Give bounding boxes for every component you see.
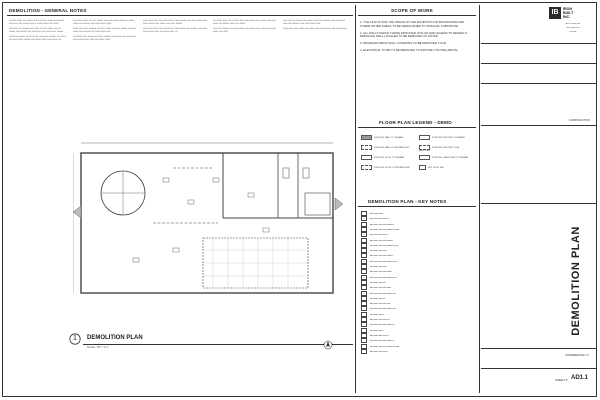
key-note-tag [361,248,367,253]
key-note-text: ▪▪▪▪ ▪▪▪▪▪▪ ▪▪▪▪ ▪▪▪▪▪ ▪▪▪▪▪▪▪ ▪ [370,340,394,343]
key-note-text: ▪▪▪▪ ▪▪▪▪▪▪ ▪▪▪▪ ▪▪▪▪▪ ▪ [370,234,388,237]
key-note-row [361,243,473,248]
scope-list [360,21,472,56]
scope-item: 1. TILE FLAT FLOOR THE SPACE OF THE EXCEPTION OF BATHROOMS AND OTHER NOTED AREAS TO BE DEMOLISHED TO ORIGINAL SUBSTRATE. [360,20,465,28]
entry-arrow-left [73,206,81,218]
project-name: COMMERCIAL TI [565,353,589,357]
tb-rule [481,125,596,126]
key-note-row [361,338,473,343]
legend-item: EXISTING DOOR TO BE REMOVED [361,165,411,170]
key-note-text: ▪▪▪▪ ▪▪▪▪▪▪ ▪▪▪▪ ▪▪▪▪▪ ▪▪▪▪ [370,303,391,306]
door-remove-symbol [361,165,372,170]
casework-symbol [419,155,430,160]
key-note-row [361,280,473,285]
north-arrow-icon [323,340,333,350]
key-note-text: ▪▪▪▪ ▪▪▪▪▪▪ ▪▪▪▪ ▪ [370,213,384,216]
key-note-text: ▪▪▪▪ ▪▪▪▪▪▪ ▪▪▪▪ ▪▪▪▪▪ ▪▪▪▪▪▪▪ ▪ [370,223,394,226]
general-notes-column-1: ▪▪▪ ▪▪▪▪ ▪▪▪▪▪▪ ▪▪▪ ▪▪▪▪▪▪▪ ▪▪▪▪ ▪▪▪▪▪ ▪▪▪▪ ▪▪▪▪▪▪ ▪▪▪ ▪▪▪▪▪▪▪ ▪▪▪▪▪ ▪▪▪▪ ▪▪▪▪ ▪▪▪▪▪▪▪ ▪▪▪▪ ▪▪ ▪▪▪▪▪▪ ▪▪▪▪▪▪ ▪▪▪ ▪▪▪▪▪▪ ▪▪▪▪ ▪▪▪▪▪ ▪▪▪ ▪▪▪▪▪▪▪▪ ▪▪▪▪ ▪▪▪▪▪ ▪▪ ▪▪▪▪▪ ▪▪▪▪▪▪ ▪▪▪▪ ▪▪▪ ▪▪▪▪▪▪▪ ▪▪▪▪ ▪▪▪▪▪▪▪ ▪▪▪▪ ▪▪▪▪▪▪ ▪▪▪ ▪▪▪▪ ▪▪▪▪▪▪ ▪▪▪▪ ▪▪▪▪▪▪▪ ▪▪▪▪▪ ▪▪▪▪ ▪▪▪▪▪▪▪ ▪▪▪ ▪▪▪▪▪ ▪▪▪▪ ▪▪▪▪▪▪ ▪▪▪ ▪▪▪▪▪▪▪▪ ▪▪▪▪ ▪▪▪▪▪ ▪▪▪ ▪▪▪▪▪▪ ▪▪▪▪▪ ▪▪▪▪▪▪▪ ▪▪▪▪ ▪▪▪▪▪▪ ▪▪▪▪▪ ▪▪▪▪▪ ▪▪▪▪▪▪ ▪▪▪ [9,19,66,41]
key-note-tag [361,312,367,317]
key-note-text: ▪▪▪▪ ▪▪▪▪▪▪ ▪▪▪▪ ▪ [370,329,384,332]
key-note-tag [361,291,367,296]
key-note-row [361,317,473,322]
key-note-text: ▪▪▪▪ ▪▪▪▪▪▪ ▪▪▪▪ ▪▪ [370,313,385,316]
legend-rule [358,127,476,128]
key-note-text: ▪▪▪▪ ▪▪▪▪▪▪ ▪▪▪▪ ▪▪▪▪▪ ▪▪▪▪▪▪ [370,271,392,274]
key-note-text: ▪▪▪▪ ▪▪▪▪▪▪ ▪▪▪▪ ▪▪▪▪▪ ▪▪▪▪▪▪▪ ▪▪ [370,324,395,327]
company-address: ▪▪▪▪ ▪▪ ▪▪▪▪▪▪ ▪▪▪▪ ▪▪▪▪▪ ▪▪▪▪▪▪ ▪▪▪▪ ▪▪ ▪▪▪▪▪▪ [565,23,581,33]
legend-item: EXISTING FIXTURE TO BE REMOVED [419,145,469,152]
column-divider-titleblock [479,5,480,393]
key-note-text: ▪▪▪▪ ▪▪▪▪▪▪ ▪▪▪▪ ▪▪▪▪▪ ▪▪▪▪▪▪▪ ▪▪▪ ▪▪▪▪ [370,345,400,348]
key-note-text: ▪▪▪▪ ▪▪▪▪▪▪ ▪▪▪▪ ▪▪▪ [370,297,386,300]
keynote-tag-symbol [419,165,426,170]
key-note-text: ▪▪▪▪ ▪▪▪▪▪▪ ▪▪▪▪ ▪▪▪▪▪ ▪▪▪▪▪ [370,287,392,290]
key-note-tag [361,322,367,327]
key-note-row [361,248,473,253]
tb-rule [481,83,596,84]
keynote-tag [133,258,139,262]
key-note-row [361,349,473,354]
key-note-text: ▪▪▪▪ ▪▪▪▪▪▪ ▪▪▪▪ ▪▪▪▪▪ [370,266,387,269]
key-note-tag [361,243,367,248]
key-note-row [361,275,473,280]
legend-title: FLOOR PLAN LEGEND - DEMO [379,120,452,125]
key-note-row [361,264,473,269]
key-note-text: ▪▪▪▪ ▪▪▪▪▪▪ ▪▪▪▪ ▪▪▪▪▪ [370,250,387,253]
key-note-tag [361,280,367,285]
key-note-tag [361,269,367,274]
key-note-text: ▪▪▪▪ ▪▪▪▪▪▪ ▪▪▪▪ ▪▪▪▪▪ ▪▪ [370,334,389,337]
key-note-row [361,285,473,290]
key-note-row [361,259,473,264]
restroom-enclosure [305,193,330,215]
key-note-tag [361,349,367,354]
key-note-row [361,232,473,237]
legend-item: EXISTING WALL TO REMAIN [361,135,411,140]
key-note-row [361,211,473,216]
plan-scale: SCALE: 1/8" = 1'-0" [87,346,109,349]
key-note-tag [361,338,367,343]
key-note-text: ▪▪▪▪ ▪▪▪▪▪▪ ▪▪▪▪ ▪▪▪▪▪ ▪▪▪ [370,319,390,322]
tb-rule [481,368,596,369]
legend-item: EXISTING WALL TO BE REMOVED [361,145,411,150]
fixture-remain-symbol [419,135,430,140]
key-note-row [361,216,473,221]
key-note-text: ▪▪▪▪ ▪▪▪▪▪▪ ▪▪▪▪ ▪▪▪▪▪ ▪▪▪▪▪▪▪ [370,239,393,242]
legend-item: EXISTING FIXTURE TO REMAIN [419,135,469,140]
key-notes-title: DEMOLITION PLAN - KEY NOTES [368,199,447,204]
key-note-text: ▪▪▪▪ ▪▪▪▪▪▪ ▪▪▪▪ ▪▪▪▪▪ ▪▪▪▪▪▪▪ ▪▪▪ ▪▪▪▪ [370,228,400,231]
demolition-plan-drawing [73,138,343,303]
key-note-row [361,291,473,296]
sheet-number: AD1.1 [571,375,589,381]
drawing-sheet [2,2,597,397]
key-note-tag [361,275,367,280]
keynote-tag [263,228,269,232]
scope-item: 4. ELECTRICAL TO BE TO BE REMOVED TO EXPOSE UTILITIES ABOVE. [360,47,459,52]
keynote-tag [213,178,219,182]
plan-title-rule [83,344,353,345]
key-note-tag [361,227,367,232]
scope-title: SCOPE OF WORK [391,8,434,13]
general-notes-column-4: ▪▪▪ ▪▪▪▪▪▪ ▪▪▪▪▪ ▪▪▪▪ ▪▪▪▪▪▪▪ ▪▪▪▪ ▪▪▪▪▪ ▪▪▪▪▪▪ ▪▪▪▪ ▪▪▪▪▪▪▪ ▪▪▪▪ ▪▪▪▪▪ ▪▪▪▪▪▪ ▪▪▪ ▪▪▪▪▪▪▪ ▪▪▪▪▪ ▪▪▪▪ ▪▪▪▪▪▪ ▪▪▪▪▪ ▪▪▪▪ ▪▪▪▪▪▪▪ ▪▪▪▪ ▪▪▪▪▪ ▪▪▪▪▪▪ ▪▪▪ ▪▪▪▪▪▪▪ ▪▪▪▪ ▪▪▪▪▪ ▪▪▪▪▪▪ ▪▪▪▪ ▪▪▪▪▪▪ ▪▪▪▪ ▪▪▪▪▪ [213,19,277,34]
key-note-text: ▪▪▪▪ ▪▪▪▪▪▪ ▪▪▪▪ ▪▪▪▪ [370,281,386,284]
toilet-fixture [283,168,289,178]
key-note-row [361,269,473,274]
key-note-tag [361,296,367,301]
key-notes-rule [358,206,476,207]
key-note-tag [361,216,367,221]
column-divider-notes [355,5,356,393]
scope-item: 2. ALL WALLS WHICH THOSE INDICATED IN PLAN AND LEGEND TO REMAIN & DEMOLISH WALL LOCALES TO BE REMOVED AS NOTED. [360,30,468,39]
tb-rule [481,203,596,204]
key-note-row [361,222,473,227]
key-note-tag [361,238,367,243]
legend-grid [361,133,473,193]
toilet-fixture [303,168,309,178]
key-note-tag [361,232,367,237]
key-note-tag [361,317,367,322]
key-note-text: ▪▪▪▪ ▪▪▪▪▪▪ ▪▪▪▪ ▪▪▪▪▪ ▪ [370,350,388,353]
key-note-row [361,344,473,349]
key-note-text: ▪▪▪▪ ▪▪▪▪▪▪ ▪▪▪▪ ▪▪▪▪▪ ▪▪▪▪▪▪▪ [370,255,393,258]
key-note-row [361,301,473,306]
key-note-row [361,227,473,232]
entry-arrow-right [335,198,343,210]
key-note-row [361,312,473,317]
key-note-tag [361,285,367,290]
general-notes-rule [7,15,353,16]
legend-item: EXISTING DOOR TO REMAIN [361,155,411,160]
key-note-text: ▪▪▪▪ ▪▪▪▪▪▪ ▪▪▪▪ ▪▪▪▪▪ ▪▪ [370,218,389,221]
sheet-number-label: SHEET # [555,378,568,382]
scope-rule [358,15,476,16]
key-note-tag [361,333,367,338]
key-note-tag [361,211,367,216]
key-note-text: ▪▪▪▪ ▪▪▪▪▪▪ ▪▪▪▪ ▪▪▪▪▪ ▪▪▪▪▪▪▪ ▪▪▪ ▪▪ [370,260,398,263]
tb-rule [481,63,596,64]
key-note-row [361,333,473,338]
key-note-tag [361,259,367,264]
sheet-title: DEMOLITION PLAN [570,225,582,336]
key-note-tag [361,301,367,306]
key-note-row [361,322,473,327]
door-remain-symbol [361,155,372,160]
keynote-tag [248,193,254,197]
key-note-tag [361,306,367,311]
key-note-row [361,253,473,258]
legend-item: KEY NOTE TAG [419,165,469,170]
key-note-row [361,328,473,333]
wall-remove-symbol [361,145,372,150]
general-notes-title: DEMOLITION - GENERAL NOTES [9,8,87,13]
tb-rule [481,43,596,44]
company-logo: IB [549,7,561,19]
plan-number: 1 [73,335,77,342]
key-note-row [361,306,473,311]
key-note-tag [361,264,367,269]
keynote-tag [188,200,194,204]
legend-item: EXISTING CASEWORK TO REMAIN [419,155,469,160]
sheet-title-box [554,208,598,353]
key-note-tag [361,222,367,227]
key-note-tag [361,328,367,333]
scope-item: 3. SPARKLED DROP WALL COVERING TO BE REMOVED 3 CLR. [360,41,447,46]
company-name: IRON BUILT INC. [563,7,574,19]
general-notes-column-5: ▪▪▪▪ ▪▪▪▪▪ ▪▪▪ ▪▪▪▪▪▪▪ ▪▪▪▪ ▪▪▪▪▪▪ ▪▪▪▪▪ ▪▪▪▪ ▪▪▪▪▪▪▪ ▪▪▪▪▪ ▪▪▪ ▪▪▪▪▪▪ ▪▪▪▪▪ ▪▪▪▪ ▪▪▪▪▪▪▪ ▪▪▪▪▪ ▪▪▪▪▪ ▪▪▪▪▪▪ ▪▪▪▪ ▪▪▪▪▪▪ ▪▪▪▪ ▪▪▪▪▪ ▪▪▪▪▪▪ ▪▪▪ ▪▪▪▪▪▪▪ ▪▪▪▪ ▪▪▪▪▪▪ ▪▪▪▪▪ ▪▪▪▪ ▪▪▪▪▪▪▪ ▪▪▪▪ [283,19,347,30]
key-note-text: ▪▪▪▪ ▪▪▪▪▪▪ ▪▪▪▪ ▪▪▪▪▪ ▪▪▪▪▪▪▪ ▪▪▪ [370,292,396,295]
key-note-row [361,296,473,301]
key-note-tag [361,344,367,349]
key-note-row [361,238,473,243]
key-note-tag [361,253,367,258]
key-note-text: ▪▪▪▪ ▪▪▪▪▪▪ ▪▪▪▪ ▪▪▪▪▪ ▪▪▪▪▪▪▪ ▪▪▪ [370,308,396,311]
keynote-tag [163,178,169,182]
plan-title: DEMOLITION PLAN [87,335,143,341]
key-note-text: ▪▪▪▪ ▪▪▪▪▪▪ ▪▪▪▪ ▪▪▪▪▪ ▪▪▪▪▪▪▪ ▪▪▪ ▪▪▪ [370,244,399,247]
general-notes-column-3: ▪▪▪▪▪ ▪▪▪▪▪▪ ▪▪▪▪ ▪▪▪ ▪▪▪▪▪▪▪ ▪▪▪▪▪ ▪▪▪▪ ▪▪▪▪▪▪▪▪ ▪▪▪▪ ▪▪▪▪▪ ▪▪▪▪▪▪ ▪▪▪▪ ▪▪▪▪▪ ▪▪▪▪▪▪▪ ▪▪▪▪ ▪▪▪▪▪▪ ▪▪▪▪▪ ▪▪▪▪ ▪▪▪▪▪▪▪ ▪▪▪▪ ▪▪▪▪▪▪ ▪▪▪▪▪ ▪▪▪▪▪ ▪▪▪▪▪▪▪ ▪▪▪ ▪▪▪▪▪ ▪▪▪▪▪▪ ▪▪▪▪ ▪▪▪▪▪▪▪ ▪▪▪▪▪ ▪▪▪▪ ▪▪▪▪ ▪▪▪▪▪▪▪ ▪▪▪▪▪ ▪▪▪ ▪▪▪▪▪▪ ▪▪▪▪▪ ▪▪▪ [143,19,207,34]
keynote-tag [173,248,179,252]
general-notes-column-2: ▪▪▪▪ ▪▪▪▪▪ ▪▪▪▪▪▪ ▪▪▪▪ ▪▪▪ ▪▪▪▪▪▪▪ ▪▪▪▪ ▪▪▪▪▪ ▪▪▪▪▪ ▪▪▪▪▪▪▪ ▪▪▪ ▪▪▪▪▪ ▪▪▪▪▪▪ ▪▪▪▪ ▪▪▪▪▪▪▪ ▪▪▪▪ ▪▪▪▪▪ ▪▪▪▪▪▪ ▪▪▪▪▪ ▪▪▪▪▪▪ ▪▪▪▪ ▪▪▪▪▪ ▪▪▪▪▪▪▪▪ ▪▪▪ ▪▪▪▪▪ ▪▪▪▪▪▪ ▪▪▪▪ ▪▪▪▪ ▪▪▪▪▪▪▪ ▪▪▪▪▪ ▪▪▪ ▪▪▪▪▪▪ ▪▪▪▪ ▪▪▪▪▪▪▪▪ ▪▪▪ ▪▪▪▪▪▪ ▪▪▪▪▪ ▪▪▪▪ ▪▪▪ ▪▪▪▪▪▪▪ ▪▪▪▪ ▪▪▪▪▪▪ ▪▪▪▪▪ ▪▪▪▪ ▪▪▪▪▪▪▪ ▪▪▪▪▪ ▪▪▪▪▪ ▪▪▪▪ ▪▪▪▪▪▪▪ ▪▪▪ ▪▪▪▪▪ ▪▪▪▪▪▪▪ ▪▪▪▪ ▪▪▪▪▪ ▪▪▪ ▪▪▪▪▪▪ ▪▪▪▪▪▪ [73,19,137,41]
wall-remain-symbol [361,135,372,140]
key-note-text: ▪▪▪▪ ▪▪▪▪▪▪ ▪▪▪▪ ▪▪▪▪▪ ▪▪▪▪▪▪▪ ▪▪▪ ▪ [370,276,397,279]
tb-rule [481,348,596,349]
construction-label: CONSTRUCTION [569,119,590,122]
